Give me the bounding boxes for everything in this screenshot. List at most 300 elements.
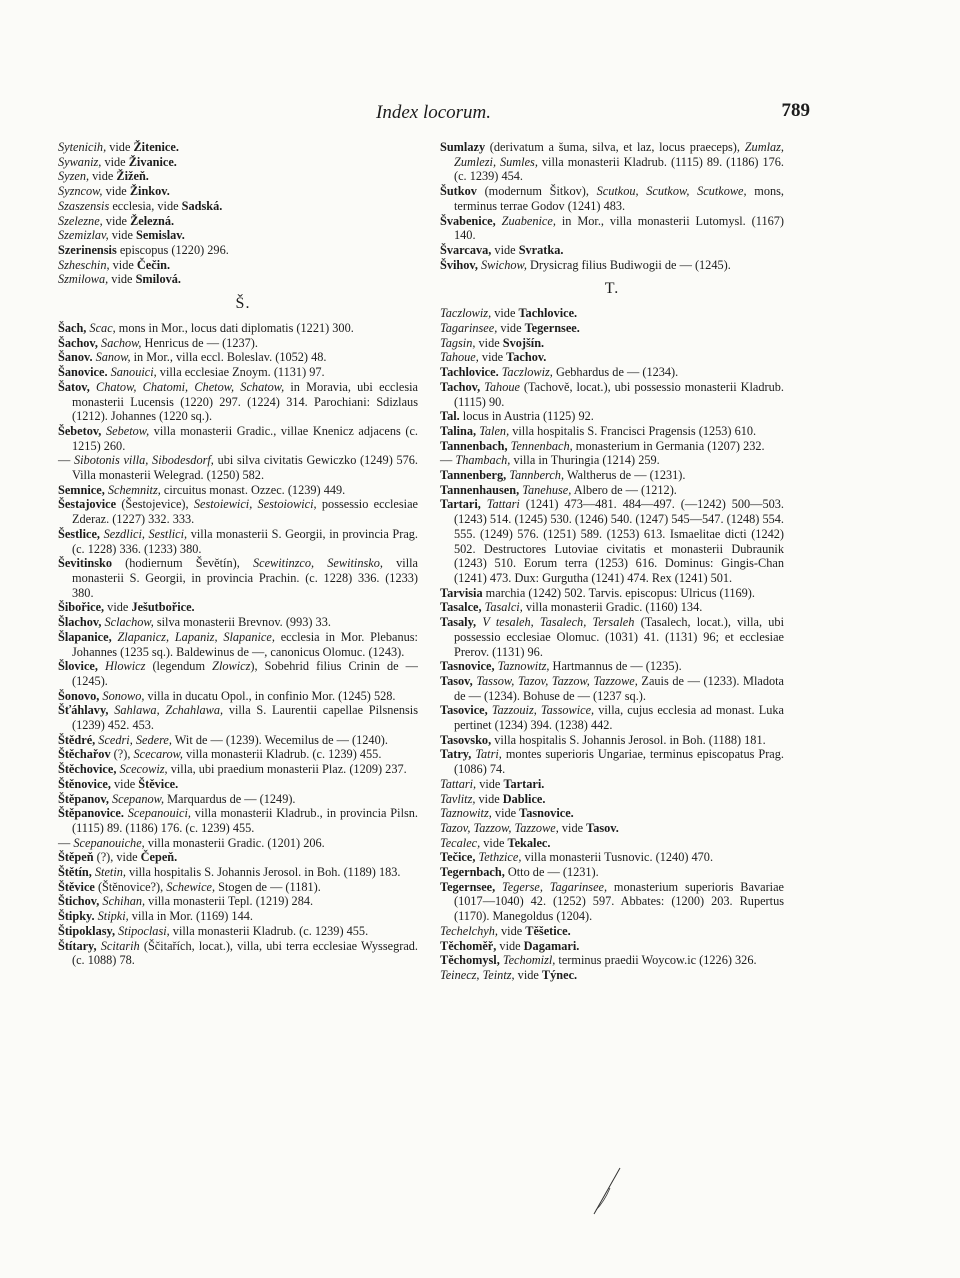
- entry-text: villa monasterii Gradic., villae Knenicz adjacens (c. 1215) 260.: [72, 423, 418, 453]
- entry-headword: Tal.: [440, 409, 460, 424]
- entry-text: in Mor., villa eccl. Boleslav. (1052) 48.: [130, 350, 327, 365]
- entry-headword: Tasnovice.: [519, 806, 574, 821]
- index-entry: [58, 659, 418, 688]
- entry-text: ), Sobehrid filius Crinin de — (1245).: [72, 659, 418, 688]
- index-entry: [58, 184, 418, 199]
- entry-text: villa hospitalis S. Johannis Jerosol. in Boh. (1189) 183.: [125, 865, 401, 880]
- entry-headword: Štěpanovice.: [58, 806, 124, 821]
- entry-text: Gebhardus de — (1234).: [552, 365, 679, 380]
- entry-variant: Schihan,: [99, 894, 146, 909]
- index-entry: [58, 556, 418, 600]
- entry-headword: Štěpanov,: [58, 791, 109, 806]
- entry-variant: Sibotonis villa, Sibodesdorf,: [73, 453, 214, 468]
- index-entry: [440, 821, 784, 836]
- entry-headword: Šatov,: [58, 379, 90, 394]
- entry-text: villa monasterii Kladrub. (c. 1239) 455.: [169, 923, 369, 938]
- entry-variant: Tasalci,: [481, 600, 523, 615]
- entry-variant: Scepanouiche,: [73, 835, 145, 850]
- entry-text: ecclesia in Mor. Plebanus: Johannes (1235 sq.). Baldewinus de —, canonicus Olomuc. (1243).: [72, 629, 418, 659]
- index-entry: [58, 762, 418, 777]
- entry-variant: Chatow, Chatomi, Chetow, Schatow,: [89, 379, 285, 394]
- entry-variant: Szelezne,: [58, 213, 103, 228]
- entry-variant: Hlowicz: [97, 659, 146, 674]
- entry-text: vide: [497, 321, 525, 336]
- entry-text: —: [58, 835, 74, 850]
- entry-text: vide: [478, 350, 507, 365]
- entry-text: locus in Austria (1125) 92.: [459, 409, 594, 424]
- entry-variant: Scecowiz,: [116, 762, 168, 777]
- entry-variant: Swichow,: [477, 257, 527, 272]
- entry-text: Albero de — (1212).: [571, 482, 677, 497]
- entry-text: monasterium superioris Bavariae (1017—1040) 42. (1252) 597. Abbates: (1200) 203. Rupertus (1170). Manegoldus (1204).: [454, 879, 785, 924]
- index-entry: [440, 380, 784, 409]
- entry-headword: Tachlovice.: [518, 306, 578, 321]
- entry-text: vide: [108, 272, 136, 287]
- entry-text: vide: [497, 923, 526, 938]
- running-head: Index locorum.: [376, 102, 492, 123]
- index-entry: [58, 336, 418, 351]
- index-entry: [440, 836, 784, 851]
- entry-text: vide: [101, 154, 129, 169]
- entry-headword: Tasovsko,: [440, 732, 492, 747]
- entry-text: (Tasalech, locat.), villa, ubi possessio ecclesiae Olomuc. (1031) 41. (1131) 96; et ecclesiae Prerov. (1131) 96.: [454, 615, 784, 659]
- entry-variant: Tannberch,: [506, 468, 565, 483]
- letter-heading: T.: [604, 280, 620, 298]
- index-entry: [440, 424, 784, 439]
- entry-text: villa monasterii Kladrub. (c. 1239) 455.: [182, 747, 382, 762]
- index-entry: [58, 836, 418, 851]
- entry-variant: Tennenbach,: [507, 438, 573, 453]
- index-entry: [58, 483, 418, 498]
- entry-headword: Sumlazy: [440, 140, 486, 154]
- entry-headword: Tegernbach,: [440, 865, 505, 880]
- index-entry: [58, 689, 418, 704]
- index-entry: [440, 924, 784, 939]
- entry-headword: Tartari,: [440, 497, 481, 512]
- index-entry: [58, 850, 418, 865]
- index-entry: [58, 350, 418, 365]
- index-entry: [440, 865, 784, 880]
- index-entry: [58, 380, 418, 424]
- entry-variant: Tanehuse,: [519, 482, 572, 497]
- entry-headword: Sadská.: [181, 198, 223, 213]
- entry-variant: Tagarinsee,: [440, 321, 498, 336]
- index-entry: [440, 409, 784, 424]
- entry-variant: Zlapanicz, Lapaniz, Slapanice,: [111, 629, 275, 644]
- index-entry: [440, 880, 784, 924]
- entry-text: terminus praedii Woycow.ic (1226) 326.: [555, 953, 757, 968]
- index-entry: [440, 336, 784, 351]
- index-entry: [58, 792, 418, 807]
- index-entry: [440, 497, 784, 585]
- index-entry: [58, 140, 418, 155]
- entry-variant: Scepanouici,: [123, 806, 191, 821]
- entry-text: villa monasterii Tusnovic. (1240) 470.: [521, 850, 714, 865]
- entry-text: Henricus de — (1237).: [141, 335, 258, 350]
- entry-variant: Stetin,: [91, 865, 126, 880]
- entry-headword: Tachlovice.: [440, 365, 499, 380]
- entry-headword: Tannenberg,: [440, 468, 507, 483]
- entry-text: villa monasterii Tepl. (1219) 284.: [145, 894, 314, 909]
- right-column: [440, 140, 784, 983]
- entry-text: vide: [476, 776, 504, 791]
- entry-variant: Szheschin,: [58, 257, 110, 272]
- index-entry: [440, 600, 784, 615]
- index-entry: [440, 243, 784, 258]
- entry-headword: Tartari.: [503, 776, 545, 791]
- index-entry: [440, 850, 784, 865]
- index-entry: [440, 615, 784, 659]
- entry-text: vide: [89, 169, 117, 184]
- index-entry: [58, 272, 418, 287]
- entry-headword: Švarcava,: [440, 242, 492, 257]
- entry-headword: Štědré,: [58, 732, 96, 747]
- entry-text: vide: [104, 600, 132, 615]
- entry-variant: Zumlaz, Zumlezi, Sumles,: [454, 140, 784, 169]
- entry-headword: Semnice,: [58, 482, 105, 497]
- index-entry: [58, 733, 418, 748]
- index-entry: [58, 806, 418, 835]
- entry-variant: Scutkou, Scutkow, Scutkowe,: [596, 184, 747, 199]
- entry-text: Drysicrag filius Budiwogii de — (1245).: [526, 257, 731, 272]
- entry-headword: Tachov,: [440, 379, 481, 394]
- entry-text: (legendum: [145, 659, 213, 674]
- entry-text: Zauis de — (1233). Mladota de — (1234). Bohuse de — (1237 sq.).: [454, 673, 784, 703]
- entry-headword: Šonovo,: [58, 688, 100, 703]
- entry-variant: Syzncow,: [58, 184, 103, 199]
- entry-text: vide: [110, 776, 139, 791]
- index-entry: [440, 140, 784, 184]
- entry-variant: Sanouici,: [107, 365, 157, 380]
- index-entry: [440, 468, 784, 483]
- entry-text: Hartmannus de — (1235).: [549, 659, 682, 674]
- entry-variant: Taznowitz,: [440, 806, 492, 821]
- entry-headword: Tannenhausen,: [440, 482, 520, 497]
- page-header: [0, 102, 960, 132]
- entry-text: villa, ubi praedium monasterii Plaz. (1209) 237.: [167, 762, 407, 777]
- index-entry: [58, 880, 418, 895]
- entry-text: villa monasterii S. Georgii, in provincia Prag. (c. 1228) 336. (1233) 380.: [72, 526, 418, 556]
- letter-heading: Š.: [235, 295, 251, 313]
- index-entry: [58, 365, 418, 380]
- entry-variant: Taczlowiz,: [498, 365, 553, 380]
- index-entry: [440, 453, 784, 468]
- entry-variant: Teinecz, Teintz,: [440, 967, 515, 982]
- entry-headword: Šlovice,: [58, 659, 98, 674]
- index-entry: [440, 214, 784, 243]
- entry-text: episcopus (1220) 296.: [116, 242, 229, 257]
- entry-headword: Štěpeň: [58, 850, 94, 865]
- entry-headword: Šlapanice,: [58, 629, 112, 644]
- entry-variant: Schewice,: [166, 879, 216, 894]
- entry-text: (Ščitařích, locat.), villa, ubi terra ecclesiae Wyssegrad. (c. 1088) 78.: [72, 938, 418, 968]
- index-entry: [58, 909, 418, 924]
- entry-headword: Tegernsee,: [440, 879, 496, 894]
- entry-variant: Stipki,: [94, 909, 129, 924]
- entry-headword: Štětín,: [58, 865, 92, 880]
- entry-variant: Szemizlav,: [58, 228, 109, 243]
- entry-variant: Sezdlici, Sestlici,: [100, 526, 188, 541]
- entry-text: in Moravia, ubi ecclesia monasterii Lucensis (1220) 297. (1224) 314. Parochiani: Sdizlaus (1212). Johannes (1220 sq.).: [72, 379, 418, 424]
- index-entry: [440, 483, 784, 498]
- index-entry: [58, 527, 418, 556]
- entry-text: villa, cujus ecclesia ad monast. Luka pertinet (1234) 394. (1238) 442.: [454, 703, 784, 733]
- entry-headword: Šanov.: [58, 350, 93, 365]
- entry-headword: Železná.: [130, 213, 175, 228]
- entry-headword: Tasalce,: [440, 600, 482, 615]
- entry-headword: Štipky.: [58, 909, 95, 924]
- index-entry: [58, 894, 418, 909]
- entry-headword: Tasnovice,: [440, 659, 495, 674]
- entry-text: (?),: [110, 747, 134, 762]
- entry-text: vide: [558, 820, 587, 835]
- entry-text: (?), vide: [93, 850, 141, 865]
- entry-text: Stogen de — (1181).: [215, 879, 321, 894]
- entry-variant: Syzen,: [58, 169, 90, 184]
- entry-variant: Tahoue: [480, 379, 520, 394]
- entry-text: villa ecclesiae Znoym. (1131) 97.: [156, 365, 325, 380]
- entry-variant: Tattari: [480, 497, 520, 512]
- index-entry: [440, 184, 784, 213]
- entry-variant: Tazzouiz, Tassowice,: [487, 703, 595, 718]
- entry-text: villa hospitalis S. Francisci Pragensis (1253) 610.: [509, 423, 757, 438]
- entry-headword: Tachov.: [506, 350, 547, 365]
- entry-text: vide: [475, 335, 503, 350]
- entry-text: vide: [496, 938, 524, 953]
- index-entry: [440, 306, 784, 321]
- entry-headword: Šlachov,: [58, 615, 102, 630]
- entry-text: vide: [480, 835, 508, 850]
- entry-headword: Šibořice,: [58, 600, 105, 615]
- entry-text: (derivatum a šuma, silva, et laz, locus praeceps),: [485, 140, 745, 154]
- entry-variant: Tecalec,: [440, 835, 481, 850]
- index-entry: [58, 453, 418, 482]
- index-entry: [58, 600, 418, 615]
- entry-text: Wit de — (1239). Wecemilus de — (1240).: [171, 732, 388, 747]
- entry-headword: Ješutbořice.: [131, 600, 195, 615]
- entry-text: ecclesia, vide: [109, 198, 182, 213]
- entry-text: villa S. Laurentii capellae Pilsnensis (1239) 452. 453.: [72, 703, 418, 733]
- index-entry: [440, 953, 784, 968]
- entry-text: (1241) 473—481. 484—497. (—1242) 500—503. (1243) 514. (1245) 530. (1246) 540. (1247) 545—547. (1248) 554. 555. (1249) 576. (1251) 589. (1253) 613. Ismaelitae dicti (1242) 502. Destructores Lutoviae civitatis et monasterii Dubraunik (1243) 510. Eorum terra (1253) 616. Dominus: Gingis-Chan (1241) 473. Dux: Gurgutha (1241) 474. Rex (1241) 501.: [454, 497, 784, 585]
- index-entry: [440, 777, 784, 792]
- entry-headword: Šťáhlavy,: [58, 703, 109, 718]
- page-number: 789: [781, 100, 810, 121]
- index-entry: [58, 747, 418, 762]
- entry-headword: Švabenice,: [440, 213, 496, 228]
- entry-variant: Talen,: [476, 423, 510, 438]
- index-entry: [58, 615, 418, 630]
- entry-variant: Tatri,: [471, 747, 502, 762]
- entry-headword: Živanice.: [128, 154, 177, 169]
- entry-headword: Štěchařov: [58, 747, 111, 762]
- entry-variant: Thambach,: [455, 453, 511, 468]
- index-entry: [440, 806, 784, 821]
- entry-variant: Schemnitz,: [104, 482, 161, 497]
- entry-variant: V tesaleh, Tasalech, Tersaleh: [476, 615, 635, 630]
- entry-headword: Šach,: [58, 321, 87, 336]
- entry-variant: Sestoiewici, Sestoiowici,: [193, 497, 317, 512]
- entry-text: vide: [514, 967, 542, 982]
- index-entry: [58, 497, 418, 526]
- index-entry: [58, 228, 418, 243]
- entry-headword: Švihov,: [440, 257, 478, 272]
- entry-variant: Taznowitz,: [494, 659, 550, 674]
- index-entry: [440, 747, 784, 776]
- entry-headword: Tasovice,: [440, 703, 488, 718]
- index-entry: [58, 169, 418, 184]
- index-entry: [58, 258, 418, 273]
- pen-mark: [592, 1166, 622, 1216]
- entry-headword: Tatry,: [440, 747, 472, 762]
- entry-text: villa monasterii Kladrub. (1115) 89. (1186) 176. (c. 1239) 454.: [454, 154, 784, 184]
- entry-variant: Sclachow,: [101, 615, 154, 630]
- entry-text: (Tachově, locat.), ubi possessio monasterii Kladrub. (1115) 90.: [454, 379, 784, 409]
- index-entry: [440, 939, 784, 954]
- index-entry: [440, 350, 784, 365]
- entry-text: vide: [102, 213, 131, 228]
- entry-headword: Šestajovice: [58, 497, 117, 512]
- entry-headword: Šutkov: [440, 184, 477, 199]
- entry-text: villa monasterii Gradic. (1160) 134.: [522, 600, 703, 615]
- entry-text: Waltherus de — (1231).: [564, 468, 686, 483]
- entry-variant: Sywaniz,: [58, 154, 102, 169]
- entry-variant: Sonowo,: [99, 688, 145, 703]
- entry-headword: Svojšín.: [502, 335, 545, 350]
- index-entry: [58, 630, 418, 659]
- index-entry: [440, 792, 784, 807]
- entry-text: —: [440, 453, 456, 468]
- index-entry: [58, 939, 418, 968]
- entry-variant: Scedri, Sedere,: [95, 732, 172, 747]
- index-entry: [58, 424, 418, 453]
- entry-text: Otto de — (1231).: [504, 865, 599, 880]
- entry-text: possessio ecclesiae Zderaz. (1227) 332. 333.: [72, 497, 419, 527]
- entry-headword: Žitenice.: [133, 140, 179, 154]
- entry-text: villa in Mor. (1169) 144.: [128, 909, 253, 924]
- left-column: [58, 140, 418, 968]
- index-entry: [440, 659, 784, 674]
- entry-headword: Tekalec.: [507, 835, 551, 850]
- entry-text: vide: [106, 140, 134, 154]
- entry-text: vide: [491, 806, 520, 821]
- entry-headword: Štěchovice,: [58, 762, 117, 777]
- entry-text: circuitus monast. Ozzec. (1239) 449.: [160, 482, 346, 497]
- entry-headword: Tasov,: [440, 673, 473, 688]
- entry-text: ubi silva civitatis Gewiczko (1249) 576. Villa monasterii Welegrad. (1250) 582.: [72, 453, 419, 483]
- entry-variant: Tagsin,: [440, 335, 476, 350]
- entry-text: —: [58, 453, 74, 468]
- index-entry: [440, 258, 784, 273]
- entry-text: villa monasterii Kladrub., in provincia Pilsn. (1115) 89. (1186) 176. (c. 1239) 455.: [72, 806, 418, 835]
- entry-headword: Smilová.: [135, 272, 181, 287]
- entry-headword: Těchomysl,: [440, 953, 500, 968]
- entry-headword: Tarvisia: [440, 585, 483, 600]
- entry-headword: Žižeň.: [116, 169, 149, 184]
- entry-text: vide: [109, 257, 137, 272]
- entry-variant: Szaszensis: [58, 198, 110, 213]
- entry-text: villa in Thuringia (1214) 259.: [510, 453, 660, 468]
- entry-variant: Tazov, Tazzow, Tazzowe,: [440, 820, 559, 835]
- entry-variant: Tegerse, Tagarinsee,: [495, 879, 608, 894]
- entry-text: marchia (1242) 502. Tarvis. episcopus: Ulricus (1169).: [482, 585, 755, 600]
- entry-headword: Těšetice.: [525, 923, 571, 938]
- index-entry: [58, 865, 418, 880]
- index-entry: [440, 365, 784, 380]
- entry-variant: Scepanow,: [108, 791, 165, 806]
- entry-headword: Štěvice: [58, 879, 95, 894]
- entry-variant: Tattari,: [440, 776, 477, 791]
- entry-headword: Tasov.: [586, 820, 619, 835]
- entry-variant: Tethzice,: [475, 850, 522, 865]
- entry-headword: Dablice.: [502, 791, 546, 806]
- index-entry: [58, 703, 418, 732]
- entry-headword: Těchoměř,: [440, 938, 497, 953]
- entry-text: in Mor., villa monasterii Lutomysl. (1167) 140.: [454, 213, 785, 243]
- entry-headword: Štichov,: [58, 894, 100, 909]
- entry-variant: Scitarih: [96, 938, 140, 953]
- entry-headword: Tasaly,: [440, 615, 477, 630]
- entry-headword: Štěvice.: [138, 776, 179, 791]
- entry-headword: Žinkov.: [129, 184, 170, 199]
- entry-text: (modernum Šitkov),: [476, 184, 597, 199]
- entry-variant: Tavlitz,: [440, 791, 476, 806]
- index-entry: [58, 924, 418, 939]
- index-entry: [440, 321, 784, 336]
- entry-variant: Scewitinzco, Sewitinsko,: [252, 556, 383, 571]
- entry-text: montes superioris Ungariae, terminus episcopatus Prag. (1086) 74.: [454, 747, 784, 777]
- index-entry: [58, 243, 418, 258]
- entry-text: villa hospitalis S. Johannis Jerosol. in Boh. (1188) 181.: [491, 732, 766, 747]
- entry-variant: Zlowicz: [212, 659, 251, 674]
- entry-headword: Talina,: [440, 423, 477, 438]
- entry-headword: Štítary,: [58, 938, 97, 953]
- entry-variant: Techelchyh,: [440, 923, 498, 938]
- entry-text: mons in Mor., locus dati diplomatis (1221) 300.: [115, 321, 354, 336]
- entry-headword: Svratka.: [518, 242, 564, 257]
- entry-headword: Šachov,: [58, 335, 98, 350]
- index-entry: [440, 439, 784, 454]
- entry-headword: Szerinensis: [58, 242, 117, 257]
- entry-text: (Šestojevice),: [116, 497, 194, 512]
- entry-headword: Šanovice.: [58, 365, 108, 380]
- entry-text: villa monasterii S. Georgii, in provincia Prachin. (c. 1228) 336. (1233) 380.: [72, 556, 418, 600]
- entry-headword: Čečin.: [136, 257, 171, 272]
- entry-headword: Šestlice,: [58, 526, 101, 541]
- entry-variant: Zuabenice,: [495, 213, 556, 228]
- entry-text: villa in ducatu Opol., in confinio Mor. (1245) 528.: [144, 688, 396, 703]
- index-entry: [440, 968, 784, 983]
- entry-variant: Taczlowiz,: [440, 306, 492, 321]
- entry-text: monasterium in Germania (1207) 232.: [572, 438, 765, 453]
- entry-variant: Sebetow,: [101, 423, 150, 438]
- entry-headword: Tegernsee.: [524, 321, 580, 336]
- entry-text: vide: [491, 242, 519, 257]
- entry-headword: Štěnovice,: [58, 776, 111, 791]
- entry-variant: Techomizl,: [499, 953, 556, 968]
- index-entry: [440, 703, 784, 732]
- entry-text: (hodiernum Ševětín),: [112, 556, 253, 571]
- entry-headword: Čepeň.: [140, 850, 178, 865]
- index-entry: [58, 214, 418, 229]
- entry-text: silva monasterii Brevnov. (993) 33.: [153, 615, 331, 630]
- entry-variant: Tassow, Tazov, Tazzow, Tazzowe,: [472, 673, 638, 688]
- entry-variant: Tahoue,: [440, 350, 479, 365]
- index-entry: [440, 674, 784, 703]
- entry-text: (Štěnovice?),: [94, 879, 167, 894]
- index-entry: [58, 199, 418, 214]
- entry-text: mons, terminus terrae Godov (1241) 483.: [454, 184, 784, 213]
